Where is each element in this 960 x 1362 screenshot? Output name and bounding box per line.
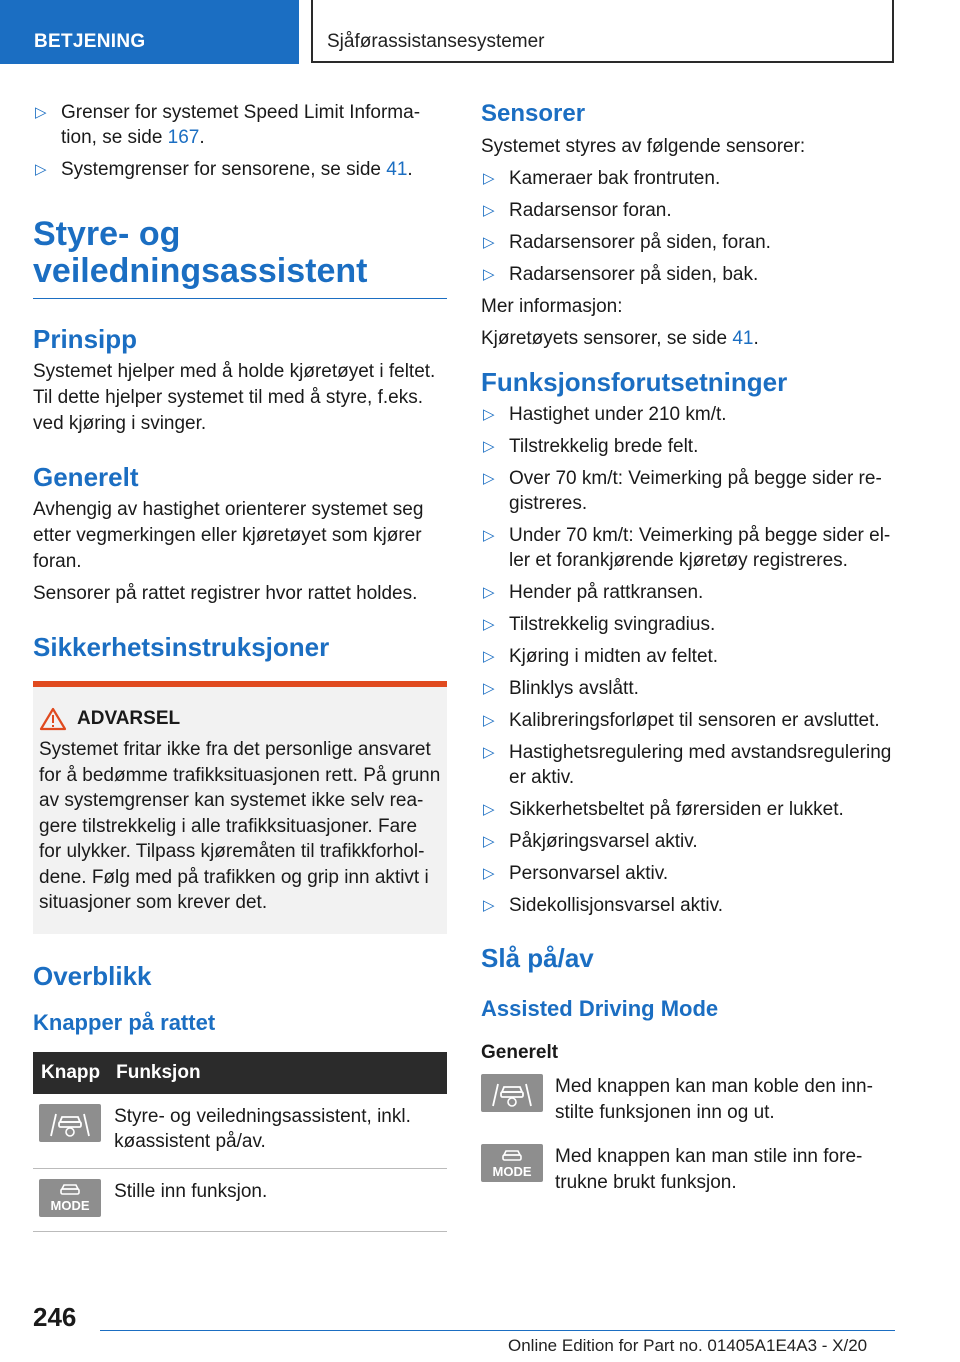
button-cell: [33, 1094, 108, 1169]
list-item: [481, 708, 895, 733]
table-row: [33, 1094, 447, 1169]
list-item: [481, 740, 895, 790]
list-item: [481, 580, 895, 605]
mode-label: MODE: [50, 1198, 90, 1213]
triangle-bullet-icon: ▷: [483, 833, 495, 850]
list-item: [33, 157, 447, 182]
button-cell: [33, 1168, 108, 1231]
onoff-row: [481, 1074, 895, 1126]
list-item: [481, 893, 895, 918]
list-item-text: Kalibreringsforløpet til sensoren er avsluttet.: [509, 710, 880, 731]
triangle-bullet-icon: ▷: [483, 584, 495, 601]
warning-box: [33, 681, 447, 934]
sensors-intro: Systemet styres av følgende sensorer:: [481, 136, 806, 157]
col-header-button: Knapp: [33, 1052, 108, 1094]
triangle-bullet-icon: ▷: [483, 406, 495, 423]
page-link[interactable]: 41: [732, 328, 754, 349]
triangle-bullet-icon: ▷: [483, 616, 495, 633]
triangle-bullet-icon: ▷: [483, 897, 495, 914]
buttons-table: [33, 1052, 447, 1232]
list-item-text: Systemgrenser for sensorene, se side: [61, 159, 387, 180]
onoff-text-2: Med knappen kan man stile inn fore-trukne brukt funksjon.: [555, 1146, 863, 1193]
warning-title-row: [39, 707, 441, 731]
list-item-text: Tilstrekkelig svingradius.: [509, 614, 716, 635]
sensors-list: [481, 166, 895, 287]
triangle-bullet-icon: ▷: [483, 801, 495, 818]
triangle-bullet-icon: ▷: [483, 202, 495, 219]
list-item-text: Kjøring i midten av feltet.: [509, 646, 719, 667]
general-text-1: Avhengig av hastighet orienterer systemet seg etter vegmerkingen eller kjøretøyet som kjører foran.: [33, 499, 424, 572]
general-text-2: Sensorer på rattet registrer hvor rattet holdes.: [33, 583, 418, 604]
triangle-bullet-icon: ▷: [483, 170, 495, 187]
list-item: [481, 434, 895, 459]
list-item-text: Sikkerhetsbeltet på førersiden er lukket.: [509, 799, 844, 820]
punct: .: [199, 127, 205, 148]
header-section-label: BETJENING: [34, 31, 146, 52]
mode-row: [481, 1144, 895, 1196]
list-item-text: Tilstrekkelig brede felt.: [509, 436, 699, 457]
list-item: [481, 861, 895, 886]
list-item-text: Blinklys avslått.: [509, 678, 639, 699]
list-item: [481, 829, 895, 854]
onoff-text-1: Med knappen kan man koble den inn-stilte funksjonen inn og ut.: [555, 1076, 873, 1123]
triangle-bullet-icon: ▷: [483, 470, 495, 487]
list-item: [481, 612, 895, 637]
list-item: [481, 402, 895, 427]
list-item-text: Radarsensorer på siden, bak.: [509, 264, 759, 285]
main-title: Styre- og veiledningsassistent: [33, 216, 447, 299]
general-heading: Generelt: [33, 462, 139, 492]
warning-triangle-icon: [39, 707, 67, 731]
list-item: [481, 797, 895, 822]
general-small-heading: Generelt: [481, 1042, 559, 1063]
page-number: 246: [33, 1302, 77, 1332]
triangle-bullet-icon: ▷: [35, 161, 47, 178]
footer-divider: [100, 1330, 895, 1331]
punct: .: [753, 328, 759, 349]
buttons-heading: Knapper på rattet: [33, 1009, 216, 1035]
triangle-bullet-icon: ▷: [483, 234, 495, 251]
list-item-text: Grenser for systemet Speed Limit Informa-tion, se side: [61, 102, 421, 148]
safety-heading: Sikkerhetsinstruksjoner: [33, 632, 330, 662]
list-item-text: Under 70 km/t: Veimerking på begge sider el-ler et forankjørende kjøretøy registreres.: [509, 525, 891, 571]
list-item-text: Hender på rattkransen.: [509, 582, 704, 603]
sensors-ref-text: Kjøretøyets sensorer, se side: [481, 328, 733, 349]
triangle-bullet-icon: ▷: [483, 527, 495, 544]
triangle-bullet-icon: ▷: [483, 266, 495, 283]
list-item: [33, 100, 447, 150]
list-item: [481, 644, 895, 669]
function-cell: Styre- og veiledningsassistent, inkl. køassistent på/av.: [108, 1094, 447, 1169]
left-column: [33, 100, 447, 1232]
list-item-text: Over 70 km/t: Veimerking på begge sider re-gistreres.: [509, 468, 882, 514]
list-item: [481, 230, 895, 255]
principle-heading: Prinsipp: [33, 324, 138, 354]
right-column: [481, 98, 895, 1214]
triangle-bullet-icon: ▷: [483, 712, 495, 729]
steering-assist-button-icon: [481, 1074, 543, 1112]
list-item: [481, 676, 895, 701]
triangle-bullet-icon: ▷: [483, 865, 495, 882]
function-cell: Stille inn funksjon.: [108, 1168, 447, 1231]
header-title: Sjåførassistansesystemer: [327, 31, 545, 52]
list-item-text: Påkjøringsvarsel aktiv.: [509, 831, 698, 852]
mode-label: MODE: [492, 1163, 532, 1179]
list-item: [481, 198, 895, 223]
adm-heading: Assisted Driving Mode: [481, 996, 719, 1021]
triangle-bullet-icon: ▷: [483, 744, 495, 761]
onoff-heading: Slå på/av: [481, 943, 594, 973]
list-item: [481, 262, 895, 287]
list-item-text: Radarsensorer på siden, foran.: [509, 232, 771, 253]
principle-text: Systemet hjelper med å holde kjøretøyet i feltet. Til dette hjelper systemet til med å styre, f.eks. ved kjøring i svinger.: [33, 361, 436, 434]
edition-footer: Online Edition for Part no. 01405A1E4A3 - X/20: [508, 1336, 868, 1355]
page-link[interactable]: 41: [386, 159, 408, 180]
triangle-bullet-icon: ▷: [483, 648, 495, 665]
mode-button-icon: [39, 1179, 101, 1217]
list-item-text: Hastighetsregulering med avstandsregulering er aktiv.: [509, 742, 892, 788]
list-item-text: Kameraer bak frontruten.: [509, 168, 721, 189]
table-header-row: [33, 1052, 447, 1094]
triangle-bullet-icon: ▷: [483, 680, 495, 697]
triangle-bullet-icon: ▷: [483, 438, 495, 455]
table-row: [33, 1168, 447, 1231]
more-info: Mer informasjon:: [481, 296, 623, 317]
list-item: [481, 523, 895, 573]
conditions-list: [481, 402, 895, 918]
warning-title: ADVARSEL: [77, 708, 181, 729]
list-item-text: Sidekollisjonsvarsel aktiv.: [509, 895, 724, 916]
list-item: [481, 466, 895, 516]
top-bullet-list: [33, 100, 447, 182]
list-item-text: Hastighet under 210 km/t.: [509, 404, 727, 425]
conditions-heading: Funksjonsforutsetninger: [481, 367, 788, 397]
col-header-function: Funksjon: [108, 1052, 447, 1094]
list-item-text: Personvarsel aktiv.: [509, 863, 669, 884]
list-item: [481, 166, 895, 191]
sensors-ref: [481, 326, 895, 352]
overview-heading: Overblikk: [33, 960, 152, 991]
page-link[interactable]: 167: [167, 127, 200, 148]
warning-text: Systemet fritar ikke fra det personlige ansvaret for å bedømme trafikksituasjonen rett. På grunn av systemgrenser kan systemet ikke selv rea-gere tilstrekkelig i alle trafikksituasjoner. Fare for ulykker. Tilpass kjøremåten til trafikkforhol-dene. Følg med på trafikken og grip inn aktivt i situasjoner som krever det.: [39, 739, 441, 913]
sensors-heading: Sensorer: [481, 100, 586, 127]
list-item-text: Radarsensor foran.: [509, 200, 672, 221]
header-title-box: [311, 0, 894, 63]
triangle-bullet-icon: ▷: [35, 104, 47, 121]
punct: .: [407, 159, 413, 180]
mode-button-icon: [481, 1144, 543, 1182]
steering-assist-button-icon: [39, 1104, 101, 1142]
header-section-tab: [0, 0, 299, 64]
